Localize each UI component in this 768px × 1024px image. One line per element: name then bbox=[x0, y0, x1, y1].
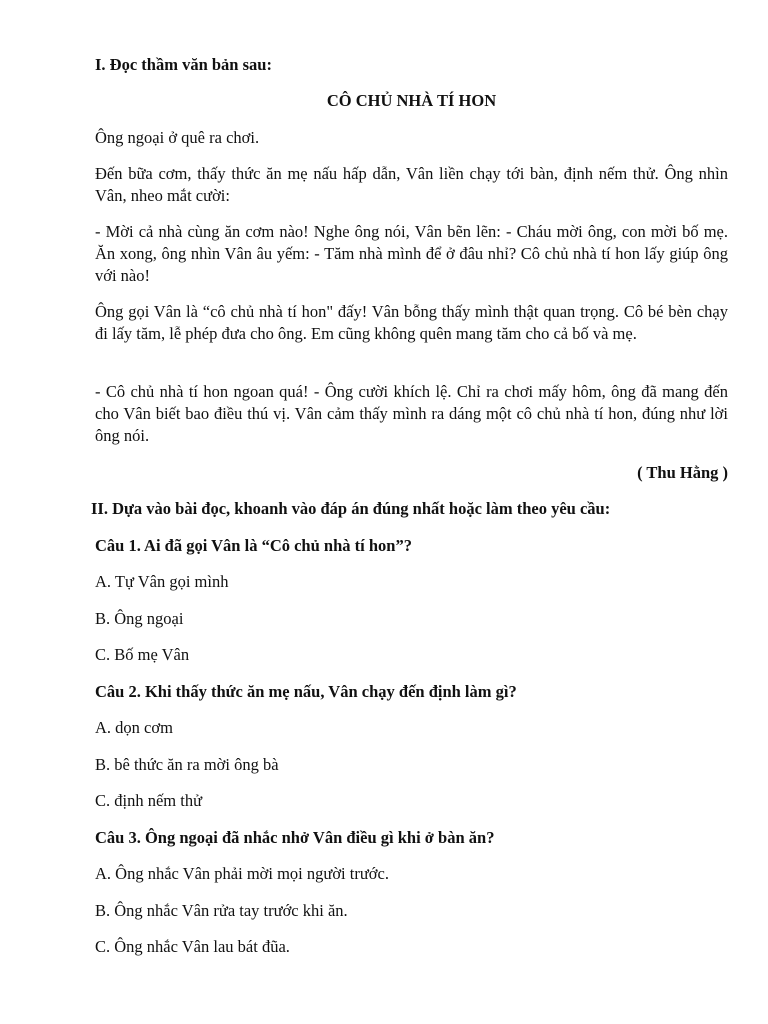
question-1: Câu 1. Ai đã gọi Vân là “Cô chủ nhà tí hon”? bbox=[95, 536, 412, 555]
question-1-option-a: A. Tự Vân gọi mình bbox=[95, 572, 229, 591]
question-2-option-c: C. định nếm thử bbox=[95, 791, 203, 810]
section2-heading: II. Dựa vào bài đọc, khoanh vào đáp án đúng nhất hoặc làm theo yêu cầu: bbox=[91, 499, 611, 518]
story-paragraph-4: Ông gọi Vân là “cô chủ nhà tí hon" đấy! Vân bỗng thấy mình thật quan trọng. Cô bé bèn chạy đi lấy tăm, lễ phép đưa cho ông. Em cũng không quên mang tăm cho cả bố và mẹ. bbox=[95, 302, 728, 343]
question-2-option-a: A. dọn cơm bbox=[95, 718, 173, 737]
question-1-option-c: C. Bố mẹ Vân bbox=[95, 645, 190, 664]
story-author: ( Thu Hằng ) bbox=[637, 463, 728, 482]
question-3-option-c: C. Ông nhắc Vân lau bát đũa. bbox=[95, 937, 290, 956]
question-3: Câu 3. Ông ngoại đã nhắc nhở Vân điều gì khi ở bàn ăn? bbox=[95, 828, 495, 847]
question-2: Câu 2. Khi thấy thức ăn mẹ nấu, Vân chạy đến định làm gì? bbox=[95, 682, 517, 701]
story-paragraph-3: - Mời cả nhà cùng ăn cơm nào! Nghe ông nói, Vân bẽn lẽn: - Cháu mời ông, con mời bố mẹ. Ăn xong, ông nhìn Vân âu yếm: - Tăm nhà mình để ở đâu nhỉ? Cô chủ nhà tí hon lấy giúp ông với nào! bbox=[95, 222, 728, 285]
question-2-option-b: B. bê thức ăn ra mời ông bà bbox=[95, 755, 279, 774]
question-3-option-a: A. Ông nhắc Vân phải mời mọi người trước. bbox=[95, 864, 389, 883]
question-3-option-b: B. Ông nhắc Vân rửa tay trước khi ăn. bbox=[95, 901, 348, 920]
story-paragraph-2: Đến bữa cơm, thấy thức ăn mẹ nấu hấp dẫn, Vân liền chạy tới bàn, định nếm thử. Ông nhìn Vân, nheo mắt cười: bbox=[95, 164, 728, 205]
story-paragraph-1: Ông ngoại ở quê ra chơi. bbox=[95, 128, 260, 147]
story-paragraph-5: - Cô chủ nhà tí hon ngoan quá! - Ông cười khích lệ. Chỉ ra chơi mấy hôm, ông đã mang đến cho Vân biết bao điều thú vị. Vân cảm thấy mình ra dáng một cô chủ nhà tí hon, đúng như lời ông nói. bbox=[95, 382, 728, 445]
section1-heading: I. Đọc thầm văn bản sau: bbox=[95, 55, 272, 74]
question-1-option-b: B. Ông ngoại bbox=[95, 609, 184, 628]
story-title: CÔ CHỦ NHÀ TÍ HON bbox=[326, 91, 497, 110]
